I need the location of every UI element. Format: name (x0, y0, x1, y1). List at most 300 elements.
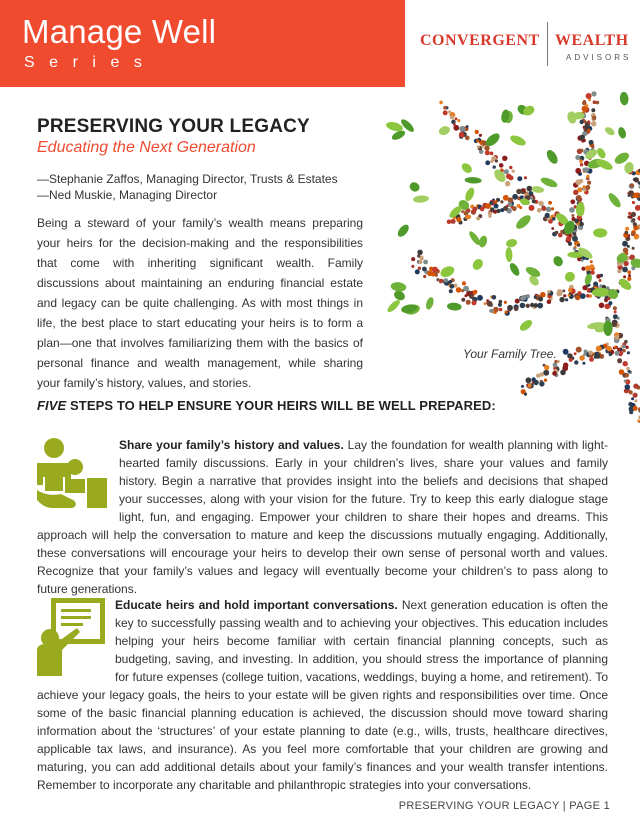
crowd-dot (464, 211, 469, 216)
crowd-dot (515, 299, 520, 304)
crowd-dot (576, 195, 581, 200)
crowd-dot (614, 310, 617, 313)
crowd-dot (545, 213, 550, 218)
crowd-dot (547, 290, 550, 293)
crowd-dot (628, 274, 631, 277)
crowd-dot (583, 185, 586, 188)
leaf (386, 298, 402, 314)
leaf (390, 281, 407, 292)
crowd-dot (614, 346, 617, 349)
crowd-dot (624, 373, 629, 378)
crowd-dot (590, 270, 594, 274)
crowd-dot (631, 212, 636, 217)
teacher-board-icon (37, 596, 107, 676)
crowd-dot (551, 227, 554, 230)
crowd-dot (465, 216, 468, 219)
crowd-dot (563, 294, 566, 297)
crowd-dot (620, 351, 624, 355)
author-line-1: —Stephanie Zaffos, Managing Director, Trusts & Estates (37, 172, 338, 186)
intro-paragraph: Being a steward of your family’s wealth means preparing your heirs for the decision-making and the responsibilities that come with inheriting significant wealth. Family discussions about maintaining an enduring financial estate and legacy can be quite challenging. As with most things in life, the best place to start educating your heirs is to form a plan—one that involves familiarizing them with the basics of personal finance and wealth management, while sharing your family’s history, values, and stories. (37, 216, 363, 390)
crowd-dot (443, 110, 448, 115)
crowd-dot (579, 355, 584, 360)
crowd-dot (632, 247, 635, 250)
crowd-dot (500, 200, 503, 203)
crowd-dot (524, 393, 527, 396)
leaf (508, 261, 521, 277)
crowd-dot (568, 288, 572, 292)
crowd-dot (532, 199, 536, 203)
crowd-dot (566, 236, 571, 241)
leaf (617, 126, 627, 139)
crowd-dot (627, 270, 631, 274)
leaf (478, 235, 488, 249)
crowd-dot (625, 384, 631, 390)
crowd-dot (415, 269, 420, 274)
crowd-dot (551, 207, 554, 210)
crowd-dot (580, 120, 584, 124)
crowd-dot (519, 206, 522, 209)
leaf (460, 161, 474, 175)
family-icon (37, 436, 107, 514)
crowd-dot (505, 181, 510, 186)
crowd-dot (451, 219, 456, 224)
crowd-dot (580, 149, 584, 153)
crowd-dot (586, 93, 592, 99)
step-1-body: Lay the foundation for wealth planning with light-hearted family discussions. Early in your children’s lives, share your values and family history. Begin a narrative that provides insight into the beliefs and decisions that shaped your successes, along with your vision for the future. Try to keep this early dialogue stage light, fun, and engaging. Empower your children to share their hopes and dreams. This approach will help the conversation to mature and keep the discussions mutually engaging. Additionally, these conversations will encourage your heirs to develop their own sense of personal worth and values. Recognize that your family’s values and legacy will eventually become your children’s to pass along to future generations. (37, 438, 608, 596)
crowd-dot (477, 146, 480, 149)
crowd-dot (589, 140, 594, 145)
article-subtitle: Educating the Next Generation (37, 139, 256, 156)
crowd-dot (577, 243, 580, 246)
crowd-dot (485, 160, 490, 165)
crowd-dot (444, 278, 448, 282)
crowd-dot (459, 132, 465, 138)
crowd-dot (627, 277, 631, 281)
crowd-dot (521, 385, 524, 388)
crowd-dot (473, 207, 478, 212)
crowd-dot (587, 120, 590, 123)
leaf (509, 133, 527, 147)
crowd-dot (427, 271, 433, 277)
crowd-dot (628, 402, 632, 406)
crowd-dot (593, 282, 598, 287)
crowd-dot (579, 159, 583, 163)
crowd-dot (495, 159, 498, 162)
crowd-dot (461, 298, 465, 302)
crowd-dot (591, 108, 595, 112)
crowd-dot (516, 189, 521, 194)
crowd-dot (411, 265, 414, 268)
crowd-dot (472, 300, 477, 305)
leaf (408, 180, 421, 193)
crowd-dot (609, 353, 613, 357)
crowd-dot (579, 135, 585, 141)
crowd-dot (628, 212, 631, 215)
crowd-dot (617, 269, 621, 273)
leaf (425, 296, 435, 310)
leaf (539, 176, 558, 190)
crowd-dot (578, 291, 582, 295)
crowd-dot (499, 163, 504, 168)
crowd-dot (623, 248, 628, 253)
crowd-dot (617, 358, 622, 363)
leaf (566, 110, 578, 124)
company-logo (420, 22, 632, 66)
crowd-dot (439, 279, 443, 283)
crowd-dot (622, 345, 626, 349)
series-subtitle: Series (24, 54, 157, 71)
crowd-dot (590, 260, 593, 263)
crowd-dot (569, 207, 575, 213)
crowd-dot (514, 306, 519, 311)
leaf (396, 223, 411, 239)
crowd-dot (586, 294, 590, 298)
crowd-dot (599, 279, 602, 282)
crowd-dot (527, 186, 533, 192)
crowd-dot (484, 302, 487, 305)
crowd-dot (586, 175, 589, 178)
crowd-dot (633, 384, 638, 389)
crowd-dot (499, 308, 503, 312)
crowd-dot (624, 340, 628, 344)
leaf (531, 185, 544, 193)
crowd-dot (591, 145, 594, 148)
crowd-dot (612, 322, 618, 328)
crowd-dot (457, 119, 460, 122)
steps-heading (37, 398, 496, 413)
step-2-lead: Educate heirs and hold important conversations. (115, 598, 398, 612)
author-line-2: —Ned Muskie, Managing Director (37, 188, 218, 202)
crowd-dot (583, 353, 586, 356)
crowd-dot (477, 295, 483, 301)
crowd-dot (635, 205, 640, 211)
crowd-dot (571, 214, 574, 217)
crowd-dot (493, 165, 496, 168)
crowd-dot (552, 217, 556, 221)
crowd-dot (524, 176, 527, 179)
crowd-dot (608, 301, 612, 305)
leaf (505, 238, 518, 248)
crowd-dot (492, 295, 497, 300)
crowd-dot (622, 267, 628, 273)
crowd-dot (579, 222, 584, 227)
crowd-dot (466, 125, 469, 128)
leaf (595, 147, 607, 160)
crowd-dot (552, 371, 557, 376)
crowd-dot (453, 123, 456, 126)
crowd-dot (588, 351, 593, 356)
crowd-dot (490, 152, 494, 156)
crowd-dot (584, 125, 588, 129)
crowd-dot (619, 369, 625, 375)
crowd-dot (574, 360, 578, 364)
crowd-dot (459, 126, 465, 132)
crowd-dot (450, 284, 455, 289)
crowd-dot (522, 188, 526, 192)
crowd-dot (584, 167, 589, 172)
crowd-dot (418, 260, 422, 264)
leaf (471, 257, 485, 272)
crowd-dot (558, 233, 563, 238)
crowd-dot (484, 145, 489, 150)
leaf (583, 273, 593, 286)
crowd-dot (623, 361, 628, 366)
crowd-dot (575, 297, 578, 300)
crowd-dot (475, 130, 479, 134)
crowd-dot (423, 260, 428, 265)
leaf (413, 195, 430, 204)
crowd-dot (449, 280, 452, 283)
leaf (465, 177, 482, 184)
leaf (447, 302, 462, 311)
crowd-dot (538, 297, 543, 302)
leaf (518, 318, 534, 333)
crowd-dot (615, 351, 620, 356)
crowd-dot (500, 208, 504, 212)
crowd-dot (592, 116, 596, 120)
crowd-dot (577, 187, 582, 192)
crowd-dot (462, 281, 466, 285)
crowd-dot (587, 129, 590, 132)
crowd-dot (538, 201, 543, 206)
leaf (619, 92, 629, 106)
leaf (514, 213, 533, 231)
leaf (439, 264, 456, 279)
crowd-dot (624, 231, 628, 235)
crowd-dot (580, 163, 583, 166)
leaf (603, 321, 612, 336)
crowd-dot (504, 169, 509, 174)
crowd-dot (411, 257, 415, 261)
crowd-dot (599, 303, 605, 309)
logo-word-advisors: ADVISORS (566, 53, 632, 62)
series-title: Manage Well (22, 13, 217, 50)
crowd-dot (422, 267, 427, 272)
crowd-dot (423, 275, 426, 278)
leaf (505, 247, 513, 262)
crowd-dot (582, 285, 587, 290)
crowd-dot (498, 303, 502, 307)
crowd-dot (585, 104, 588, 107)
crowd-dot (512, 194, 518, 200)
crowd-dot (447, 220, 452, 225)
crowd-dot (576, 179, 582, 185)
crowd-dot (480, 207, 485, 212)
crowd-dot (513, 208, 516, 211)
logo-divider (547, 22, 548, 66)
crowd-dot (539, 381, 544, 386)
crowd-dot (461, 210, 464, 213)
steps-heading-emphasis: FIVE (37, 398, 67, 413)
crowd-dot (582, 362, 585, 365)
crowd-dot (622, 349, 626, 353)
crowd-dot (596, 346, 602, 352)
article-title: PRESERVING YOUR LEGACY (37, 116, 310, 137)
crowd-dot (490, 160, 493, 163)
crowd-dot (488, 215, 491, 218)
crowd-dot (625, 346, 628, 349)
crowd-dot (439, 101, 443, 105)
crowd-dot (556, 291, 562, 297)
crowd-dot (595, 354, 600, 359)
crowd-dot (509, 166, 512, 169)
crowd-dot (563, 349, 568, 354)
crowd-dot (614, 335, 619, 340)
logo-word-wealth: WEALTH (555, 32, 629, 49)
crowd-dot (569, 358, 573, 362)
crowd-dot (631, 397, 634, 400)
crowd-dot (575, 168, 581, 174)
crowd-dot (493, 310, 496, 313)
crowd-dot (432, 267, 438, 273)
crowd-dot (547, 300, 552, 305)
leaf (606, 191, 622, 209)
crowd-dot (528, 384, 532, 388)
leaves (385, 92, 640, 336)
crowd-dot (565, 298, 568, 301)
crowd-dot (520, 303, 526, 309)
crowd-dot (476, 139, 479, 142)
leaf (464, 186, 477, 202)
crowd-dot (455, 117, 458, 120)
crowd-dot (633, 406, 638, 411)
crowd-dot (476, 217, 480, 221)
crowd-dot (626, 367, 630, 371)
crowd-dot (490, 208, 494, 212)
crowd-dot (560, 230, 563, 233)
crowd-dot (449, 289, 453, 293)
crowd-dot (629, 390, 633, 394)
step-2-body: Next generation education is often the key to successfully passing wealth and to achieving your objectives. This education includes helping your heirs become familiar with certain financial planning concepts, such as budgeting, saving, and investing. In addition, you should stress the importance of planning for future expenses (college tuition, vacations, weddings, buying a home, and retirement). To achieve your legacy goals, the heirs to your estate will be given rights and responsibilities over time. Once some of the basic financial planning education is achieved, the discussion should move toward sharing information about the ‘structures’ of your estate planning to date (e.g., wills, trusts, healthcare directives, applicable tax laws, and insurance). As you feel more comfortable that your children are growing and maturing, you can add additional details about your family’s finances and your wealth transfer intentions. Remember to incorporate any charitable and philanthropic strategies into your conversations. (37, 598, 608, 792)
crowd-dot (530, 303, 534, 307)
steps-heading-rest: STEPS TO HELP ENSURE YOUR HEIRS WILL BE WELL PREPARED: (66, 398, 496, 413)
crowd-dot (487, 301, 493, 307)
crowd-dot (479, 134, 482, 137)
crowd-dot (463, 286, 469, 292)
crowd-dot (629, 410, 633, 414)
crowd-dot (503, 195, 509, 201)
crowd-dot (544, 379, 547, 382)
crowd-dot (541, 206, 546, 211)
crowd-dot (509, 175, 514, 180)
leaf (604, 125, 616, 136)
crowd-dot (489, 309, 493, 313)
crowd-dot (587, 181, 591, 185)
crowd-dots (411, 91, 640, 423)
crowd-dot (570, 199, 575, 204)
crowd-dot (634, 177, 639, 182)
leaf (593, 228, 607, 238)
crowd-dot (589, 357, 594, 362)
crowd-dot (536, 374, 540, 378)
crowd-dot (548, 295, 551, 298)
crowd-dot (448, 110, 451, 113)
crowd-dot (575, 155, 580, 160)
crowd-dot (624, 380, 627, 383)
crowd-dot (631, 232, 635, 236)
crowd-dot (456, 287, 462, 293)
crowd-dot (502, 156, 507, 161)
crowd-dot (544, 365, 549, 370)
leaf (563, 270, 577, 284)
crowd-dot (562, 290, 565, 293)
step-1-lead: Share your family’s history and values. (119, 438, 344, 452)
leaf (545, 148, 560, 165)
crowd-dot (617, 317, 620, 320)
crowd-dot (521, 295, 526, 300)
crowd-dot (529, 205, 535, 211)
crowd-dot (596, 274, 601, 279)
crowd-dot (573, 247, 576, 250)
crowd-dot (553, 363, 558, 368)
crowd-dot (485, 150, 490, 155)
crowd-dot (591, 121, 596, 126)
crowd-dot (505, 311, 508, 314)
crowd-dot (526, 304, 530, 308)
crowd-dot (634, 399, 637, 402)
crowd-dot (567, 353, 572, 358)
leaf (438, 125, 452, 137)
crowd-dot (543, 370, 549, 376)
step-item (37, 596, 608, 794)
crowd-dot (623, 275, 626, 278)
crowd-dot (533, 380, 538, 385)
crowd-dot (591, 91, 596, 96)
figure-caption: Your Family Tree. (463, 347, 557, 361)
crowd-dot (632, 201, 635, 204)
crowd-dot (633, 222, 637, 226)
crowd-dot (512, 170, 515, 173)
family-tree-illustration (372, 88, 640, 423)
crowd-dot (507, 305, 513, 311)
crowd-dot (526, 377, 532, 383)
crowd-dot (534, 296, 537, 299)
crowd-dot (417, 250, 422, 255)
crowd-dot (560, 370, 566, 376)
crowd-dot (548, 201, 552, 205)
crowd-dot (576, 347, 582, 353)
crowd-dot (504, 301, 507, 304)
crowd-dot (625, 227, 629, 231)
crowd-dot (456, 217, 461, 222)
crowd-dot (469, 294, 474, 299)
crowd-dot (613, 306, 617, 310)
series-banner (0, 0, 405, 87)
crowd-dot (520, 195, 524, 199)
crowd-dot (572, 236, 578, 242)
crowd-dot (590, 264, 595, 269)
crowd-dot (450, 115, 454, 119)
leaf (552, 254, 565, 268)
crowd-dot (464, 294, 467, 297)
crowd-dot (628, 190, 634, 196)
crowd-dot (517, 176, 522, 181)
logo-word-convergent: CONVERGENT (420, 32, 540, 49)
crowd-dot (622, 241, 628, 247)
crowd-dot (485, 203, 491, 209)
step-item (37, 436, 608, 598)
crowd-dot (418, 267, 421, 270)
crowd-dot (568, 294, 571, 297)
crowd-dot (559, 297, 564, 302)
crowd-dot (583, 120, 586, 123)
crowd-dot (632, 218, 636, 222)
crowd-dot (443, 106, 447, 110)
page-footer: PRESERVING YOUR LEGACY | PAGE 1 (398, 800, 610, 812)
crowd-dot (574, 352, 577, 355)
crowd-dot (546, 207, 551, 212)
crowd-dot (627, 351, 630, 354)
